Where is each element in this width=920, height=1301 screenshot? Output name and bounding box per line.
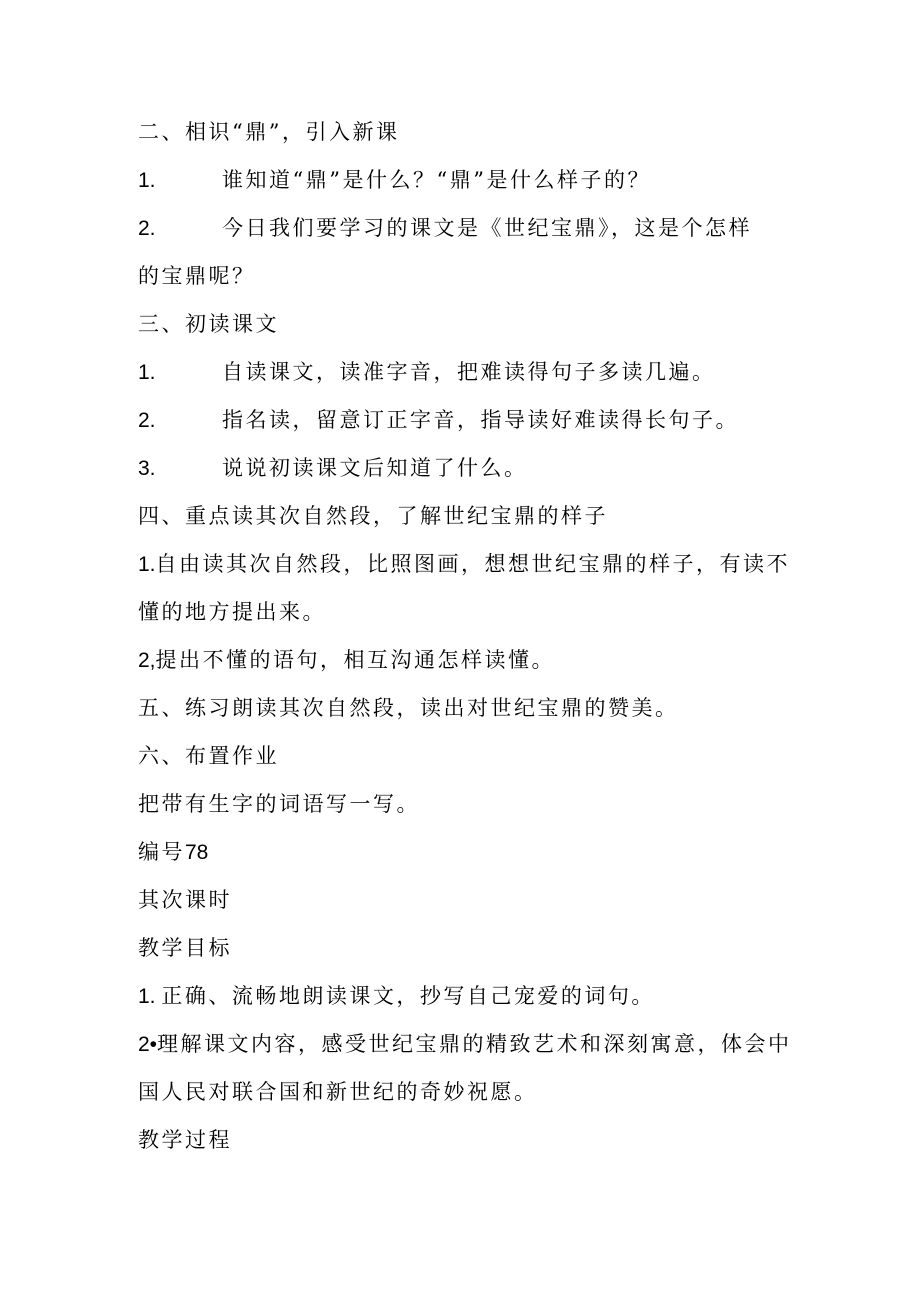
item-number: 1. xyxy=(138,169,156,192)
section-heading-4 xyxy=(138,502,608,530)
section-heading-3 xyxy=(138,310,279,338)
continuation-line xyxy=(138,1078,538,1106)
line-text: 指名读，留意订正字音，指导读好难读得长句子。 xyxy=(222,408,739,432)
line-text: 理解课文内容，感受世纪宝鼎的精致艺术和深刻寓意，体会中 xyxy=(157,1032,792,1056)
line-text: 编号 xyxy=(138,840,185,864)
line-text: 二、相识“鼎”，引入新课 xyxy=(138,120,400,144)
line-text: 自由读其次自然段，比照图画，想想世纪宝鼎的样子，有读不 xyxy=(155,552,791,576)
numbered-item-1 xyxy=(138,166,651,195)
objectives-heading xyxy=(138,934,232,962)
lesson-heading xyxy=(138,886,232,914)
objective-item-1 xyxy=(138,982,655,1011)
section-heading-5 xyxy=(138,694,679,722)
item-number: 3. xyxy=(138,457,156,480)
item-number: 1. xyxy=(138,553,156,576)
line-text: 自读课文，读准字音，把难读得句子多读几遍。 xyxy=(222,360,716,384)
process-heading xyxy=(138,1126,232,1154)
line-text: 说说初读课文后知道了什么。 xyxy=(222,456,528,480)
item-number: 1. xyxy=(138,361,156,384)
line-text: 教学过程 xyxy=(138,1128,232,1152)
paragraph-item-1 xyxy=(138,550,790,579)
numbered-item-2 xyxy=(138,214,752,243)
document-page xyxy=(138,0,798,1301)
item-number: 2. xyxy=(138,409,156,432)
line-text: 五、练习朗读其次自然段，读出对世纪宝鼎的赞美。 xyxy=(138,696,679,720)
section-heading-6 xyxy=(138,742,279,770)
item-number: 1. xyxy=(138,985,162,1008)
continuation-line xyxy=(138,598,326,626)
line-text: 把带有生字的词语写一写。 xyxy=(138,792,420,816)
serial-number-line xyxy=(138,838,208,867)
line-text: 今日我们要学习的课文是《世纪宝鼎》，这是个怎样 xyxy=(222,216,752,240)
objective-item-2 xyxy=(138,1030,792,1059)
line-text: 的宝鼎呢？ xyxy=(138,264,256,288)
numbered-item-1 xyxy=(138,358,716,387)
line-text: 国人民对联合国和新世纪的奇妙祝愿。 xyxy=(138,1080,538,1104)
line-text: 三、初读课文 xyxy=(138,312,279,336)
numbered-item-3 xyxy=(138,454,528,483)
line-text: 谁知道“鼎”是什么？“鼎”是什么样子的？ xyxy=(222,168,651,192)
item-number: 2. xyxy=(138,217,156,240)
line-text: 六、布置作业 xyxy=(138,744,279,768)
item-number: 2• xyxy=(138,1033,158,1056)
paragraph-item-2 xyxy=(138,646,555,675)
line-text: 其次课时 xyxy=(138,888,232,912)
continuation-line xyxy=(138,262,256,290)
line-text: 教学目标 xyxy=(138,936,232,960)
line-text: 正确、流畅地朗读课文，抄写自己宠爱的词句。 xyxy=(161,984,655,1008)
numbered-item-2 xyxy=(138,406,739,435)
line-text: 懂的地方提出来。 xyxy=(138,600,326,624)
item-number: 2, xyxy=(138,649,156,672)
homework-line xyxy=(138,790,420,818)
serial-number: 78 xyxy=(185,841,209,864)
line-text: 提出不懂的语句，相互沟通怎样读懂。 xyxy=(155,648,556,672)
line-text: 四、重点读其次自然段，了解世纪宝鼎的样子 xyxy=(138,504,608,528)
section-heading-2 xyxy=(138,118,399,146)
